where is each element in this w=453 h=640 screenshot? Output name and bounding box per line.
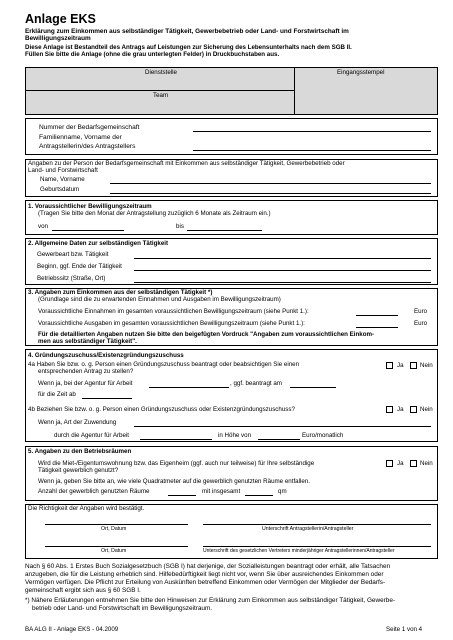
- person-name-field[interactable]: [110, 183, 431, 184]
- beginn-label: Beginn, ggf. Ende der Tätigkeit: [37, 263, 122, 270]
- 4a-zeit-field[interactable]: [82, 398, 132, 399]
- einnahmen-label: Voraussichtliche Einnahmen im gesamten voraussichtlichen Bewilligungszeitraum (siehe Punkt 1.):: [38, 308, 309, 315]
- einnahmen-field[interactable]: [356, 315, 398, 316]
- beginn-field[interactable]: [134, 270, 431, 271]
- gewerbeart-field[interactable]: [134, 258, 431, 259]
- 4b-hoehe-field[interactable]: [258, 439, 300, 440]
- office-divider: [294, 67, 295, 115]
- 4a-question-1: 4a Haben Sie bzw. o. g. Person einen Gründungszuschuss beantragt oder beabsichtigen Sie einen: [28, 361, 300, 368]
- star-note-2: betrieb oder Land- und Forstwirtschaft im Bewilligungszeitraum.: [32, 605, 213, 612]
- 5-insgesamt-label: mit insgesamt: [202, 488, 241, 495]
- von-field[interactable]: [52, 230, 124, 231]
- 4a-ja-checkbox[interactable]: [386, 362, 393, 369]
- 4b-durch-label: durch die Agentur für Arbeit: [54, 432, 129, 439]
- bis-label: bis: [176, 223, 184, 230]
- 4b-nein-checkbox[interactable]: [410, 406, 417, 413]
- section-1-title: 1. Voraussichtlicher Bewilligungszeitraum: [28, 203, 152, 210]
- 5-nein-checkbox[interactable]: [410, 460, 417, 467]
- 4a-question-2: entsprechenden Antrag zu stellen?: [38, 368, 134, 375]
- bg-nummer-label: Nummer der Bedarfsgemeinschaft: [39, 124, 140, 131]
- section-5-title: 5. Angaben zu den Betriebsräumen: [28, 448, 132, 455]
- 4a-wenn-label: Wenn ja, bei der Agentur für Arbeit: [38, 380, 133, 387]
- 5-anzahl-label: Anzahl der gewerblich genutzten Räume: [38, 488, 150, 495]
- section-3-detail-1: Für die detaillierten Angaben nutzen Sie bitte den beigefügten Vordruck "Angaben zum voraussichtlichen Einkom-: [38, 331, 375, 338]
- legal-line-3: Vermögen verfügen. Die Pflicht zur Erteilung von Auskünften betreffend Einkommen oder Vermögen der Mitglieder der Bedarfs-: [25, 579, 386, 586]
- 5-qm-label: qm: [278, 488, 287, 495]
- section-2-title: 2. Allgemeine Daten zur selbständigen Tätigkeit: [28, 240, 169, 247]
- sitz-label: Betriebssitz (Straße, Ort): [37, 275, 106, 282]
- section-1-hint: (Tragen Sie bitte den Monat der Antragstellung zuzüglich 6 Monate als Zeitraum ein.): [38, 210, 271, 217]
- 5-wenn-label: Wenn ja, geben Sie bitte an, wie viele Quadratmeter auf die gewerblich genutzten Räume entfallen.: [38, 478, 310, 485]
- unterschrift-line-1[interactable]: [203, 524, 431, 525]
- 4b-nein-label: Nein: [420, 406, 433, 413]
- form-id: BA ALG II - Anlage EKS - 04.2009: [25, 626, 119, 633]
- 4a-fuer-label: für die Zeit ab: [38, 391, 76, 398]
- section-3-title: 3. Angaben zum Einkommen aus der selbständigen Tätigkeit *): [28, 289, 213, 296]
- 4b-question: 4b Beziehen Sie bzw. o. g. Person einen Gründungszuschuss oder Existenzgründungszuschuss?: [28, 406, 295, 413]
- ort-datum-label-2: Ort, Datum: [101, 548, 127, 554]
- bg-name-label-2: Antragstellerin/des Antragstellers: [39, 143, 136, 150]
- sitz-field[interactable]: [134, 282, 431, 283]
- section-4-title: 4. Gründungszuschuss/Existenzgründungszuschuss: [28, 352, 184, 359]
- 4b-euro-label: Euro/monatlich: [302, 432, 344, 439]
- person-geburtsdatum-field[interactable]: [110, 193, 431, 194]
- 5-ja-checkbox[interactable]: [386, 460, 393, 467]
- office-line: [25, 90, 295, 91]
- unterschrift-label-2: Unterschrift des gesetzlichen Vertreters minderjähriger Antragstellerinnen/Antragsteller: [203, 548, 395, 554]
- 5-anzahl-field[interactable]: [168, 495, 196, 496]
- dienststelle-label: Dienststelle: [145, 69, 177, 76]
- unterschrift-label-1: Unterschrift Antragstellerin/Antragsteller: [262, 526, 354, 532]
- ort-datum-line-1[interactable]: [45, 524, 188, 525]
- subtitle-line-2: Bewilligungszeitraum: [25, 35, 91, 42]
- 4b-ja-checkbox[interactable]: [386, 406, 393, 413]
- ausgaben-field[interactable]: [356, 327, 398, 328]
- 4a-beantragt-field[interactable]: [290, 387, 336, 388]
- 4a-ggf-label: , ggf. beantragt am: [230, 380, 282, 387]
- ausgaben-label: Voraussichtliche Ausgaben im gesamten voraussichtlichen Bewilligungszeitraum (siehe Punkt 1.):: [38, 320, 305, 327]
- 4b-hoehe-label: in Höhe von: [218, 432, 252, 439]
- person-intro-2: Land- und Forstwirtschaft: [28, 167, 98, 174]
- star-note-1: *) Nähere Erläuterungen entnehmen Sie bitte den Hinweisen zur Erklärung zum Einkommen aus selbständiger Tätigkeit, Gewerbe-: [25, 597, 396, 604]
- unterschrift-line-2[interactable]: [203, 546, 431, 547]
- 5-qm-field[interactable]: [245, 495, 273, 496]
- 4a-agentur-field[interactable]: [149, 387, 229, 388]
- page-title: Anlage EKS: [25, 12, 96, 26]
- eingangsstempel-label: Eingangsstempel: [337, 69, 385, 76]
- euro-label-1: Euro: [414, 308, 428, 315]
- confirm-label: Die Richtigkeit der Angaben wird bestätigt.: [28, 505, 145, 512]
- ort-datum-label-1: Ort, Datum: [101, 526, 127, 532]
- person-intro-1: Angaben zu der Person der Bedarfsgemeinschaft mit Einkommen aus selbständiger Tätigkeit, Gewerbebetrieb oder: [28, 160, 345, 167]
- 4a-ja-label: Ja: [397, 362, 404, 369]
- 5-nein-label: Nein: [420, 460, 433, 467]
- legal-line-1: Nach § 60 Abs. 1 Erstes Buch Sozialgesetzbuch (SGB I) hat derjenige, der Sozialleistungen beantragt oder erhält, alle Tatsachen: [25, 563, 391, 570]
- note-1: Diese Anlage ist Bestandteil des Antrags auf Leistungen zur Sicherung des Lebensunterhalts nach dem SGB II.: [25, 44, 352, 51]
- 5-question-1: Wird die Miet-/Eigentumswohnung bzw. das Eigenheim (ggf. auch nur teilweise) für Ihre selbständige: [38, 460, 315, 467]
- 4b-art-field[interactable]: [134, 426, 431, 427]
- bis-field[interactable]: [187, 230, 262, 231]
- 4b-agentur-field[interactable]: [140, 439, 212, 440]
- 4b-wenn-label: Wenn ja, Art der Zuwendung: [38, 419, 117, 426]
- page-number: Seite 1 von 4: [386, 626, 423, 633]
- 4b-ja-label: Ja: [397, 406, 404, 413]
- person-name-label: Name, Vorname: [40, 176, 85, 183]
- legal-line-2: anzugeben, die für die Leistung erheblich sind. Hilfebedürftigkeit liegt nicht vor, wenn Sie über ausreichendes Einkommen oder: [25, 571, 384, 578]
- section-3-detail-2: men aus selbständiger Tätigkeit".: [38, 338, 137, 345]
- subtitle-line-1: Erklärung zum Einkommen aus selbständiger Tätigkeit, Gewerbebetrieb oder Land- und Forstwirtschaft im: [25, 28, 349, 35]
- bg-name-field[interactable]: [193, 150, 431, 151]
- ort-datum-line-2[interactable]: [45, 546, 188, 547]
- von-label: von: [38, 223, 48, 230]
- team-label: Team: [153, 92, 169, 99]
- gewerbeart-label: Gewerbeart bzw. Tätigkeit: [37, 251, 109, 258]
- 4a-nein-checkbox[interactable]: [410, 362, 417, 369]
- 5-ja-label: Ja: [397, 460, 404, 467]
- section-3-hint: (Grundlage sind die zu erwartenden Einnahmen und Ausgaben im Bewilligungszeitraum): [38, 296, 281, 303]
- bg-nummer-field[interactable]: [193, 131, 431, 132]
- bg-name-label-1: Familienname, Vorname der: [39, 134, 122, 141]
- 5-question-2: Tätigkeit gewerblich genutzt?: [38, 467, 119, 474]
- note-2: Füllen Sie bitte die Anlage (ohne die grau unterlegten Felder) in Druckbuchstaben aus.: [25, 51, 280, 58]
- euro-label-2: Euro: [414, 320, 428, 327]
- legal-line-4: gemeinschaft ergibt sich aus § 60 SGB I.: [25, 587, 141, 594]
- person-geburtsdatum-label: Geburtsdatum: [40, 186, 80, 193]
- 4a-nein-label: Nein: [420, 362, 433, 369]
